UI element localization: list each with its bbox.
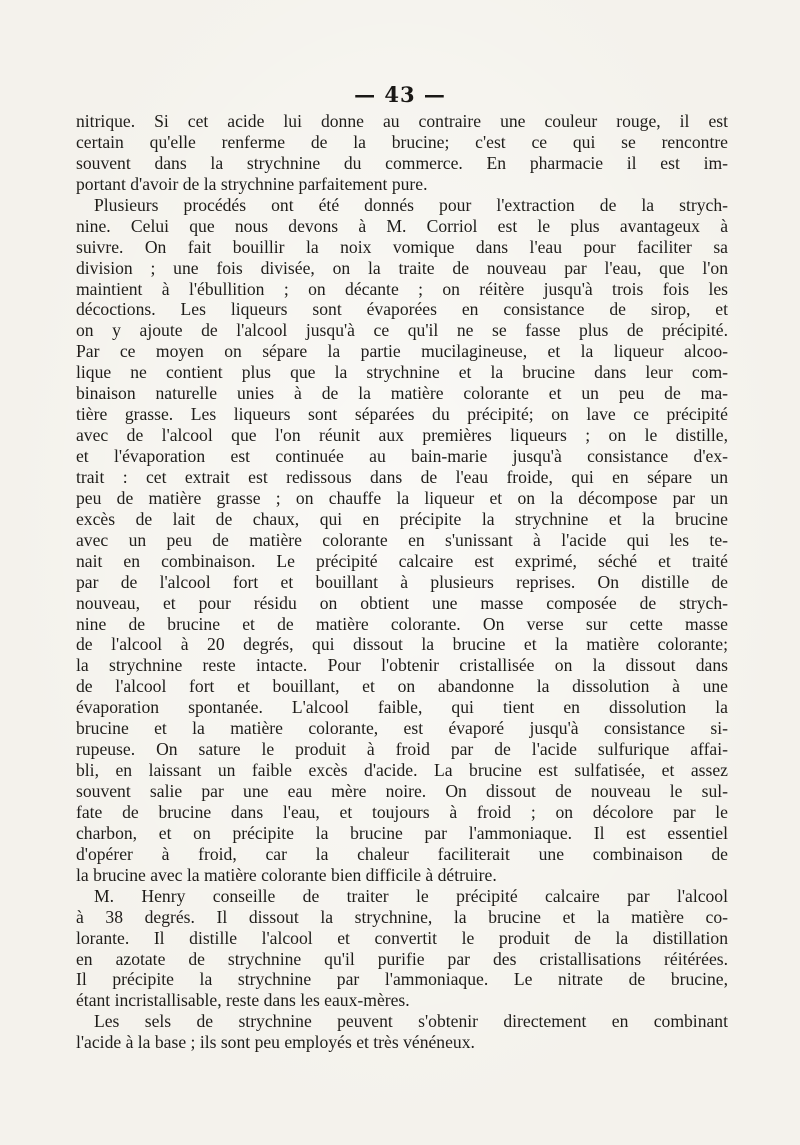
text-line: et l'évaporation est continuée au bain-marie jusqu'à consistance d'ex- [76,446,728,466]
text-line: division ; une fois divisée, on la traite de nouveau par l'eau, que l'on [76,257,728,278]
text-line: la strychnine reste intacte. Pour l'obtenir cristallisée on la dissout dans [76,655,728,676]
text-line: M. Henry conseille de traiter le précipité calcaire par l'alcool [94,885,728,906]
text-line: souvent salie par une eau mère noire. On dissout de nouveau le sul- [76,781,728,801]
text-line: on y ajoute de l'alcool jusqu'à ce qu'il ne se fasse plus de précipité. [76,320,728,341]
text-line: Plusieurs procédés ont été donnés pour l'extraction de la strych- [94,194,728,215]
text-line: suivre. On fait bouillir la noix vomique dans l'eau pour faciliter sa [76,236,728,257]
text-line: nouveau, et pour résidu on obtient une masse composée de strych- [76,592,728,613]
text-line: Par ce moyen on sépare la partie mucilagineuse, et la liqueur alcoo- [76,341,728,362]
text-line: lique ne contient plus que la strychnine et la brucine dans leur com- [76,362,728,383]
text-line: souvent dans la strychnine du commerce. En pharmacie il est im- [76,152,728,173]
text-line: tière grasse. Les liqueurs sont séparées du précipité; on lave ce précipité [76,404,728,425]
text-line: étant incristallisable, reste dans les eaux-mères. [76,990,410,1011]
text-line: bli, en laissant un faible excès d'acide. La brucine est sulfatisée, et assez [76,760,728,781]
text-line: nitrique. Si cet acide lui donne au contraire une couleur rouge, il est [76,111,728,131]
text-line: à 38 degrés. Il dissout la strychnine, la brucine et la matière co- [76,906,728,927]
text-line: par de l'alcool fort et bouillant à plusieurs reprises. On distille de [76,571,728,592]
text-line: nine de brucine et de matière colorante. On verse sur cette masse [76,613,728,634]
text-line: peu de matière grasse ; on chauffe la liqueur et on la décompose par un [76,487,728,508]
text-line: trait : cet extrait est redissous dans de l'eau froide, qui en sépare un [76,466,728,487]
text-line: excès de lait de chaux, qui en précipite la strychnine et la brucine [76,508,728,529]
page-number: — 43 — [354,82,446,107]
text-line: avec de l'alcool que l'on réunit aux premières liqueurs ; on le distille, [76,425,728,446]
text-line: la brucine avec la matière colorante bien difficile à détruire. [76,864,497,885]
text-line: d'opérer à froid, car la chaleur faciliterait une combinaison de [76,843,728,864]
text-line: évaporation spontanée. L'alcool faible, qui tient en dissolution la [76,697,728,718]
text-line: décoctions. Les liqueurs sont évaporées en consistance de sirop, et [76,299,728,320]
text-line: Il précipite la strychnine par l'ammoniaque. Le nitrate de brucine, [76,969,728,990]
text-line: fate de brucine dans l'eau, et toujours à froid ; on décolore par le [76,801,728,822]
text-line: l'acide à la base ; ils sont peu employés et très vénéneux. [76,1032,475,1053]
text-line: avec un peu de matière colorante en s'unissant à l'acide qui les te- [76,529,728,550]
text-line: en azotate de strychnine qu'il purifie par des cristallisations réitérées. [76,948,728,969]
text-line: de l'alcool fort et bouillant, et on abandonne la dissolution à une [76,676,728,697]
text-line: nait en combinaison. Le précipité calcaire est exprimé, séché et traité [76,550,728,571]
text-line: lorante. Il distille l'alcool et convertit le produit de la distillation [76,927,728,948]
text-line: charbon, et on précipite la brucine par l'ammoniaque. Il est essentiel [76,822,728,843]
text-line: maintient à l'ébullition ; on décante ; on réitère jusqu'à trois fois les [76,278,728,299]
text-line: Les sels de strychnine peuvent s'obtenir directement en combinant [94,1011,728,1032]
text-line: certain qu'elle renferme de la brucine; c'est ce qui se rencontre [76,131,728,152]
text-line: binaison naturelle unies à de la matière colorante et un peu de ma- [76,383,728,404]
text-line: de l'alcool à 20 degrés, qui dissout la brucine et la matière colorante; [76,634,728,655]
text-line: rupeuse. On sature le produit à froid par de l'acide sulfurique affai- [76,739,728,760]
text-line: nine. Celui que nous devons à M. Corriol est le plus avantageux à [76,215,728,236]
text-line: brucine et la matière colorante, est évaporé jusqu'à consistance si- [76,718,728,739]
body-text [76,111,728,1053]
text-line: portant d'avoir de la strychnine parfaitement pure. [76,173,428,194]
